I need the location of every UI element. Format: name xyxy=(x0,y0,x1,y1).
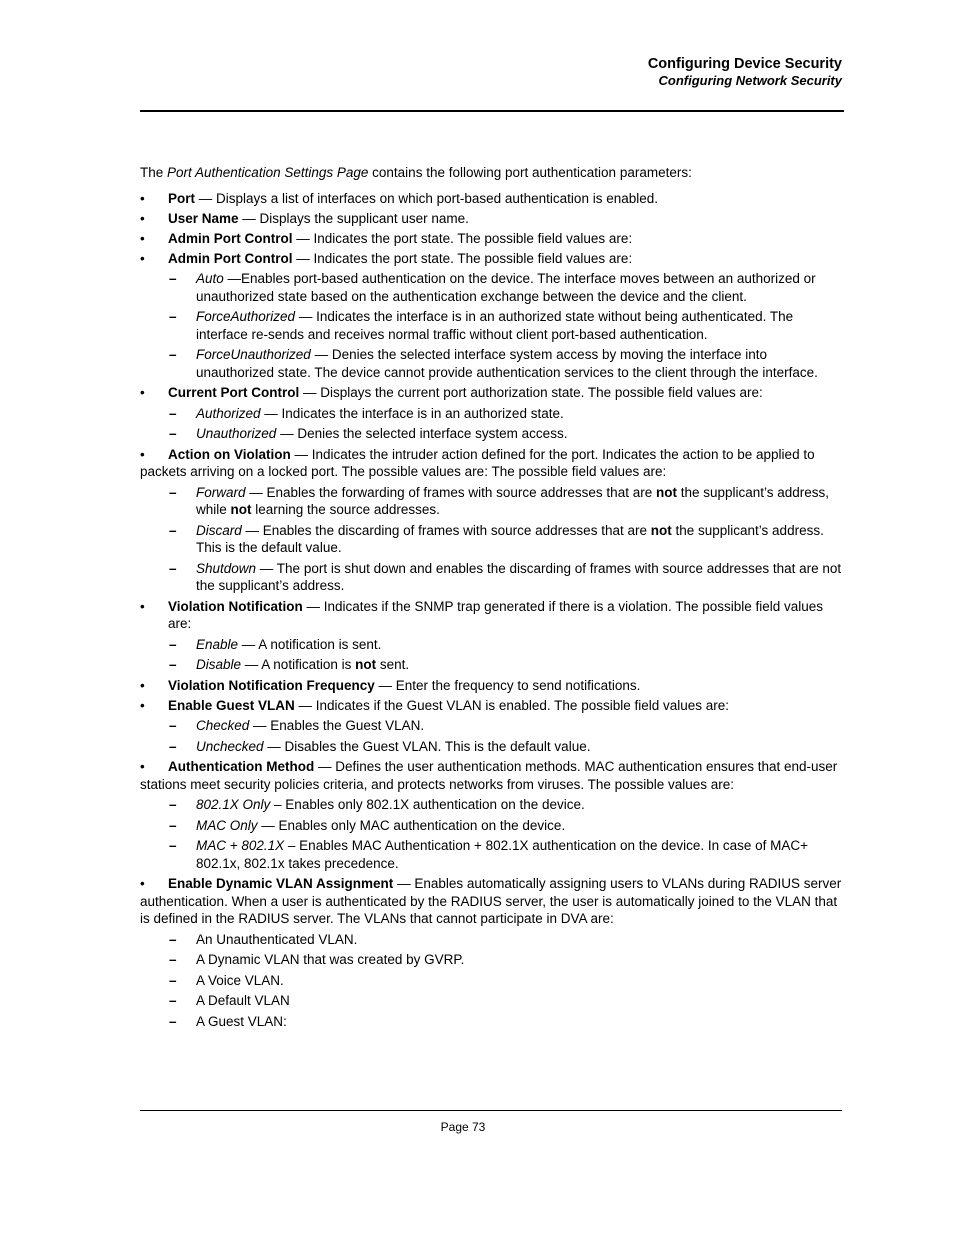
bullet-mark: • xyxy=(140,697,145,713)
value-list xyxy=(168,717,846,755)
value-item xyxy=(140,270,846,305)
value-description: A Guest VLAN: xyxy=(196,1013,287,1029)
value-description-cont: sent. xyxy=(376,657,410,672)
parameter-description: — Indicates the port state. The possible field values are: xyxy=(292,230,633,246)
value-name: MAC Only xyxy=(196,817,258,833)
parameter-term: Port xyxy=(168,190,195,206)
parameter-item xyxy=(140,210,846,228)
parameter-item xyxy=(140,875,846,1030)
dash-mark: – xyxy=(169,522,177,538)
dash-mark: – xyxy=(169,560,177,576)
parameter-description: — Displays the supplicant user name. xyxy=(238,210,469,226)
intro-page-name: Port Authentication Settings Page xyxy=(167,165,369,180)
emphasis-not: not xyxy=(650,522,672,538)
value-description: —Enables port-based authentication on the device. The interface moves between an authorized or unauthorized state based on the authentication exchange between the device and the client. xyxy=(196,271,816,304)
value-description: A Dynamic VLAN that was created by GVRP. xyxy=(196,952,465,967)
value-item xyxy=(140,951,846,969)
dash-mark: – xyxy=(169,1013,177,1029)
dash-mark: – xyxy=(169,718,177,733)
value-item xyxy=(140,796,846,814)
value-description: — A notification is xyxy=(241,657,356,672)
value-description: — The port is shut down and enables the discarding of frames with source addresses that are not the supplicant’s address. xyxy=(196,560,842,593)
parameter-description: — Defines the user authentication methods. MAC authentication ensures that end-user stations meet security policies criteria, and protects networks from viruses. The possible values are: xyxy=(140,759,838,792)
parameter-description: — Enter the frequency to send notifications. xyxy=(374,677,641,693)
parameter-term: Current Port Control xyxy=(168,385,300,400)
value-description: – Enables MAC Authentication + 802.1X authentication on the device. In case of MAC+ 802.1x, 802.1x takes precedence. xyxy=(196,838,809,871)
value-item xyxy=(140,817,846,835)
value-name: Shutdown xyxy=(196,560,257,576)
value-description-cont: the supplicant’s address. This is the default value. xyxy=(196,522,824,555)
bullet-mark: • xyxy=(140,677,145,693)
running-header xyxy=(648,55,842,89)
value-description: An Unauthenticated VLAN. xyxy=(196,931,358,947)
bullet-mark: • xyxy=(140,598,145,614)
value-description: — Disables the Guest VLAN. This is the default value. xyxy=(263,738,591,754)
value-list xyxy=(168,636,846,674)
page-number: Page 73 xyxy=(440,1120,486,1134)
value-name: Disable xyxy=(196,657,242,672)
value-name: Unchecked xyxy=(196,738,264,754)
bullet-mark: • xyxy=(140,446,145,462)
value-name: Discard xyxy=(196,522,242,538)
intro-paragraph xyxy=(140,164,846,182)
dash-mark: – xyxy=(169,838,177,853)
value-item xyxy=(140,405,846,423)
value-item xyxy=(140,560,846,595)
value-description: — A notification is sent. xyxy=(238,636,382,652)
value-list xyxy=(140,484,846,595)
value-name: ForceAuthorized xyxy=(196,309,296,324)
dash-mark: – xyxy=(169,426,177,441)
parameter-item xyxy=(140,250,846,382)
parameter-list xyxy=(140,190,846,1031)
value-item xyxy=(140,837,846,872)
value-item xyxy=(140,636,846,654)
value-description: — Denies the selected interface system access. xyxy=(276,426,568,441)
value-description: — Indicates the interface is in an authorized state. xyxy=(260,405,564,421)
parameter-term: Admin Port Control xyxy=(168,230,293,246)
parameter-item xyxy=(140,190,846,208)
header-title: Configuring Device Security xyxy=(647,56,842,72)
value-list xyxy=(168,270,846,381)
value-description: A Voice VLAN. xyxy=(196,972,284,988)
dash-mark: – xyxy=(169,993,177,1008)
parameter-term: Action on Violation xyxy=(168,446,291,462)
value-description: — Enables only MAC authentication on the device. xyxy=(257,817,566,833)
parameter-term: User Name xyxy=(168,210,239,226)
value-item xyxy=(140,992,846,1010)
parameter-term: Enable Dynamic VLAN Assignment xyxy=(168,876,394,891)
dash-mark: – xyxy=(169,347,177,362)
dash-mark: – xyxy=(169,972,177,988)
value-description: — Enables the discarding of frames with source addresses that are xyxy=(241,522,651,538)
parameter-description: — Indicates the intruder action defined for the port. Indicates the action to be applied to packets arriving on a locked port. The possible values are: The possible field values are: xyxy=(140,446,815,479)
value-description-end: learning the source addresses. xyxy=(251,502,440,517)
parameter-description: — Indicates the port state. The possible field values are: xyxy=(292,250,633,266)
value-description: — Enables the forwarding of frames with source addresses that are xyxy=(245,484,656,500)
value-list xyxy=(168,405,846,443)
dash-mark: – xyxy=(169,657,177,672)
bullet-mark: • xyxy=(140,210,145,226)
value-item xyxy=(140,1013,846,1031)
value-item xyxy=(140,931,846,949)
header-subtitle: Configuring Network Security xyxy=(658,73,842,88)
header-rule xyxy=(140,110,844,112)
value-description: A Default VLAN xyxy=(196,993,290,1008)
value-name: Unauthorized xyxy=(196,426,277,441)
value-item xyxy=(140,972,846,990)
dash-mark: – xyxy=(169,271,177,286)
parameter-item xyxy=(140,384,846,443)
parameter-item xyxy=(140,677,846,695)
value-item xyxy=(140,346,846,381)
value-name: ForceUnauthorized xyxy=(196,347,311,362)
bullet-mark: • xyxy=(140,385,145,400)
page-body xyxy=(140,164,846,1033)
parameter-item xyxy=(140,446,846,595)
dash-mark: – xyxy=(169,309,177,324)
parameter-description: — Enables automatically assigning users to VLANs during RADIUS server authentication. When a user is authenticated by the RADIUS server, the user is automatically joined to the VLAN that is defined in the RADIUS server. The VLANs that cannot participate in DVA are: xyxy=(140,876,842,926)
emphasis-not: not xyxy=(355,657,377,672)
parameter-description: — Indicates if the SNMP trap generated if there is a violation. The possible field values are: xyxy=(168,598,824,631)
parameter-item xyxy=(140,697,846,756)
value-list xyxy=(140,931,846,1031)
emphasis-not: not xyxy=(655,484,677,500)
value-item xyxy=(140,656,846,674)
dash-mark: – xyxy=(169,738,177,754)
value-item xyxy=(140,308,846,343)
bullet-mark: • xyxy=(140,250,145,266)
emphasis-not: not xyxy=(230,502,252,517)
value-name: Checked xyxy=(196,718,250,733)
value-item xyxy=(140,522,846,557)
parameter-term: Enable Guest VLAN xyxy=(168,697,295,713)
value-name: Authorized xyxy=(196,405,261,421)
value-item xyxy=(140,738,846,756)
value-name: 802.1X Only xyxy=(196,797,271,812)
footer-rule xyxy=(140,1110,842,1111)
dash-mark: – xyxy=(169,484,177,500)
dash-mark: – xyxy=(169,952,177,967)
value-description: – Enables only 802.1X authentication on the device. xyxy=(270,797,585,812)
dash-mark: – xyxy=(169,636,177,652)
dash-mark: – xyxy=(169,797,177,812)
parameter-term: Violation Notification xyxy=(168,598,303,614)
dash-mark: – xyxy=(169,405,177,421)
parameter-term: Admin Port Control xyxy=(168,250,293,266)
value-item xyxy=(140,425,846,443)
value-description: — Enables the Guest VLAN. xyxy=(249,718,425,733)
parameter-description: — Indicates if the Guest VLAN is enabled. The possible field values are: xyxy=(294,697,730,713)
value-description: — Denies the selected interface system access by moving the interface into unauthorized state. The device cannot provide authentication services to the client through the interface. xyxy=(196,347,818,380)
parameter-item xyxy=(140,230,846,248)
parameter-item xyxy=(140,758,846,872)
parameter-item xyxy=(140,598,846,674)
bullet-mark: • xyxy=(140,876,145,891)
value-description-cont: the supplicant’s address, while xyxy=(196,484,830,517)
bullet-mark: • xyxy=(140,759,145,774)
intro-text-end: contains the following port authentication parameters: xyxy=(368,165,692,180)
bullet-mark: • xyxy=(140,190,145,206)
value-name: Auto xyxy=(196,271,224,286)
value-item xyxy=(140,484,846,519)
value-description: — Indicates the interface is in an authorized state without being authenticated. The interface re-sends and receives normal traffic without client port-based authentication. xyxy=(196,309,794,342)
value-item xyxy=(140,717,846,735)
parameter-term: Authentication Method xyxy=(168,759,315,774)
parameter-description: — Displays the current port authorization state. The possible field values are: xyxy=(299,385,763,400)
value-list xyxy=(140,796,846,872)
dash-mark: – xyxy=(169,931,177,947)
dash-mark: – xyxy=(169,817,177,833)
parameter-term: Violation Notification Frequency xyxy=(168,677,375,693)
value-name: Forward xyxy=(196,484,246,500)
intro-text: The xyxy=(140,165,168,180)
bullet-mark: • xyxy=(140,230,145,246)
value-name: MAC + 802.1X xyxy=(196,838,285,853)
value-name: Enable xyxy=(196,636,239,652)
parameter-description: — Displays a list of interfaces on which port-based authentication is enabled. xyxy=(195,190,659,206)
